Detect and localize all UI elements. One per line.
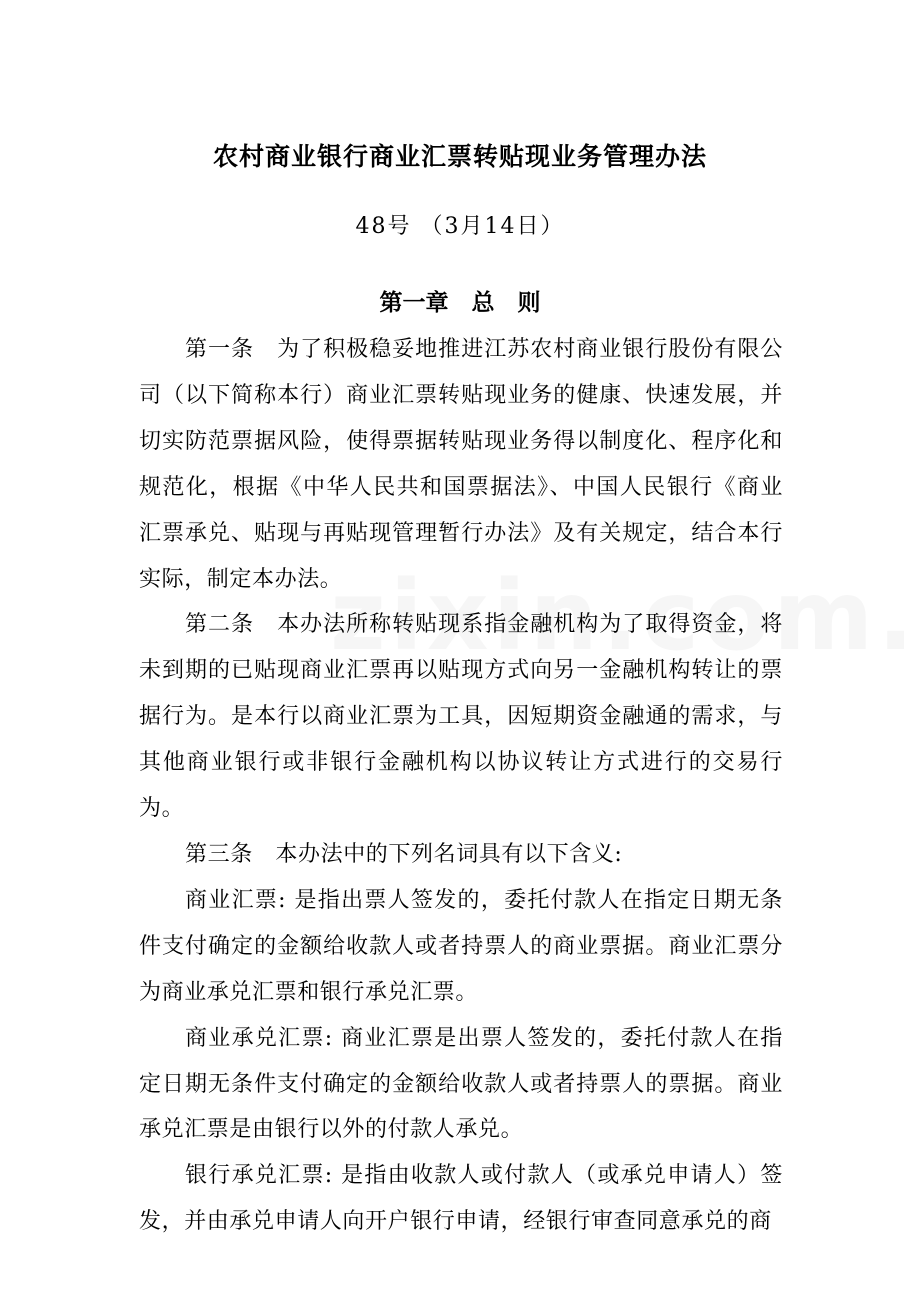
document-title: 农村商业银行商业汇票转贴现业务管理办法 — [212, 142, 707, 171]
document-number: 48号 （3月14日） — [355, 214, 565, 239]
chapter-name: 总 则 — [471, 289, 541, 316]
paragraph-definition-bank-acceptance: 银行承兑汇票: 是指由收款人或付款人（或承兑申请人）签发，并由承兑申请人向开户银行申请，经银行审查同意承兑的商 — [139, 1163, 783, 1235]
paragraph-article-3: 第三条 本办法中的下列名词具有以下含义: — [185, 841, 623, 867]
paragraph-article-2: 第二条 本办法所称转贴现系指金融机构为了取得资金，将未到期的已贴现商业汇票再以贴现方式向另一金融机构转让的票据行为。是本行以商业汇票为工具，因短期资金融通的需求，与其他商业银行或非银行金融机构以协议转让方式进行的交易行为。 — [139, 612, 783, 822]
paragraph-article-1: 第一条 为了积极稳妥地推进江苏农村商业银行股份有限公司（以下简称本行）商业汇票转贴现业务的健康、快速发展，并切实防范票据风险，使得票据转贴现业务得以制度化、程序化和规范化，根据《中华人民共和国票据法》、中国人民银行《商业汇票承兑、贴现与再贴现管理暂行办法》及有关规定，结合本行实际，制定本办法。 — [139, 337, 783, 592]
document-body — [139, 327, 783, 1245]
chapter-label: 第一章 — [379, 289, 449, 316]
paragraph-definition-commercial-acceptance: 商业承兑汇票: 商业汇票是出票人签发的，委托付款人在指定日期无条件支付确定的金额给收款人或者持票人的票据。商业承兑汇票是由银行以外的付款人承兑。 — [139, 1025, 783, 1143]
paragraph-definition-commercial-bill: 商业汇票: 是指出票人签发的，委托付款人在指定日期无条件支付确定的金额给收款人或者持票人的商业票据。商业汇票分为商业承兑汇票和银行承兑汇票。 — [139, 887, 783, 1005]
chapter-heading — [0, 286, 920, 320]
